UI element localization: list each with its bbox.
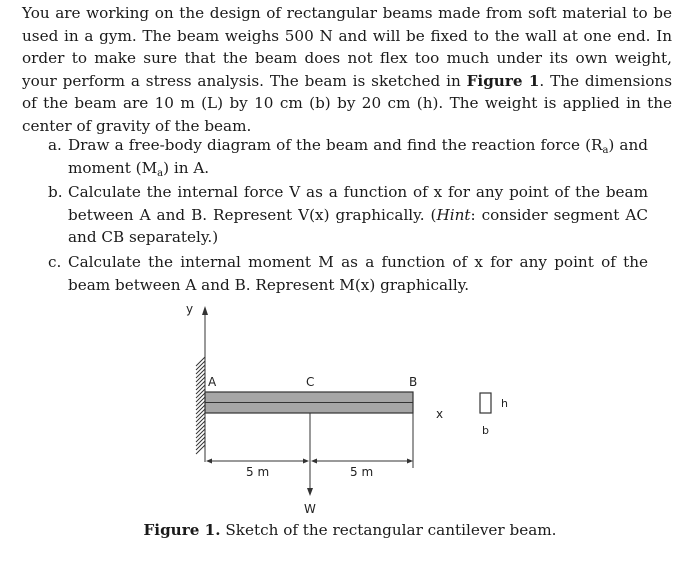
- question-label: c.: [48, 252, 62, 271]
- y-axis-arrowhead: [202, 306, 208, 315]
- point-b-label: B: [409, 375, 418, 389]
- intro-figure-ref: Figure 1: [466, 71, 540, 90]
- question-label: a.: [48, 136, 62, 154]
- question-text: Calculate the internal moment M as a function of x for any point of the beam between A and B. Represent M(x) graphically.: [68, 252, 648, 294]
- load-arrowhead: [307, 488, 313, 496]
- dimension-arrow-right-end: [407, 459, 413, 464]
- caption-text: Sketch of the rectangular cantilever beam.: [220, 521, 557, 539]
- wall-hatch: [196, 355, 205, 456]
- question-a-part1: Draw a free-body diagram of the beam and find the reaction force (R: [68, 136, 603, 154]
- cross-section-h-label: h: [501, 397, 508, 410]
- cross-section-b-label: b: [482, 424, 489, 437]
- intro-text-2: . The dimensions of the beam are 10 m (L) by 10 cm (b) by 20 cm (h). The weight is applied in the center of gravity of the beam.: [22, 71, 672, 135]
- dimension-arrow-right-start: [311, 459, 317, 464]
- point-a-label: A: [208, 375, 217, 389]
- question-b-part1: Calculate the internal force V as a function of x for any point of the beam between A and B. Represent V(x) graphically. (: [68, 183, 648, 224]
- caption-figure-number: Figure 1.: [143, 521, 221, 539]
- figure-caption: [0, 521, 700, 539]
- subscript-a-2: a: [157, 167, 164, 179]
- question-a-part2: ) and moment (M: [68, 136, 648, 177]
- point-c-label: C: [306, 375, 315, 389]
- dimension-label-left: 5 m: [246, 465, 270, 479]
- dimension-arrow-left-start: [206, 459, 212, 464]
- dimension-arrow-left-end: [303, 459, 309, 464]
- hint-word: Hint: [436, 205, 471, 224]
- question-a-part3: ) in A.: [163, 158, 210, 177]
- load-label: W: [304, 502, 316, 516]
- intro-text-1: You are working on the design of rectangular beams made from soft material to be used in a gym. The beam weighs 500 N and will be fixed to the wall at one end. In order to make sure that the beam does not flex too much under its own weight, your perform a stress analysis. The beam is sketched in: [22, 4, 672, 90]
- cross-section-rect: [480, 393, 491, 413]
- question-b-part2: : consider segment AC and CB separately.): [68, 205, 648, 247]
- x-axis-label: x: [436, 407, 444, 421]
- question-label: b.: [48, 183, 63, 202]
- subscript-a: a: [602, 145, 609, 156]
- dimension-label-right: 5 m: [350, 465, 374, 479]
- y-axis-label: y: [186, 302, 194, 316]
